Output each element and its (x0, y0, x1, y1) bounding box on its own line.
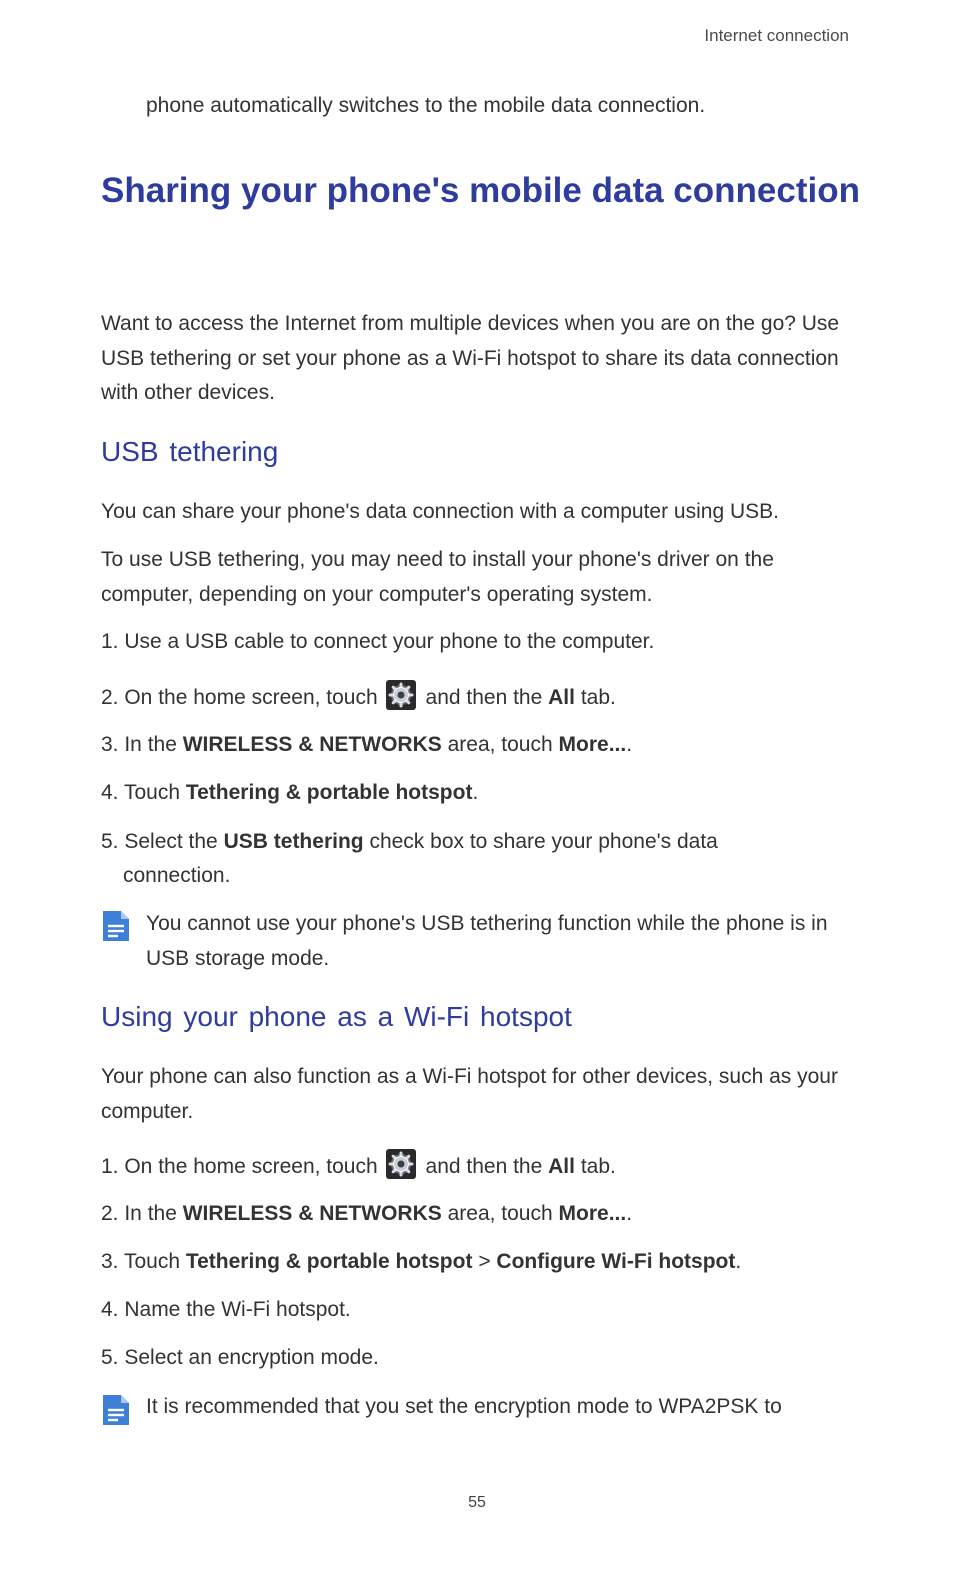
usb-step-5-text-c: connection. (123, 864, 231, 887)
running-header: Internet connection (704, 26, 849, 45)
hotspot-step-3-sep: > (478, 1250, 491, 1273)
usb-step-2-text-a: 2. On the home screen, touch (101, 686, 378, 709)
wifi-hotspot-heading: Using your phone as a Wi-Fi hotspot (101, 1001, 572, 1032)
hotspot-step-4: 4. Name the Wi-Fi hotspot. (101, 1298, 351, 1321)
usb-step-3 (101, 728, 861, 762)
usb-step-1: 1. Use a USB cable to connect your phone to the computer. (101, 630, 655, 653)
tethering-hotspot-label: Tethering & portable hotspot (185, 781, 473, 804)
continued-text: phone automatically switches to the mobile data connection. (146, 94, 706, 117)
section-title: Sharing your phone's mobile data connection (101, 171, 860, 210)
hotspot-step-3 (101, 1245, 861, 1279)
all-tab-label: All (548, 686, 575, 709)
intro-paragraph: Want to access the Internet from multiple devices when you are on the go? Use USB tethering or set your phone as a Wi-Fi hotspot to share its data connection with other devices. (101, 312, 840, 404)
usb-step-4-end: . (472, 781, 479, 804)
hotspot-step-1-text-c: tab. (580, 1155, 616, 1178)
usb-tethering-label: USB tethering (223, 830, 364, 853)
usb-step-3-text-a: 3. In the (101, 733, 177, 756)
usb-tethering-heading: USB tethering (101, 436, 279, 467)
usb-step-3-text-b: area, touch (447, 733, 553, 756)
note-icon (101, 1393, 131, 1427)
more-label: More... (558, 1202, 627, 1225)
all-tab-label: All (548, 1155, 575, 1178)
hotspot-step-2-text-b: area, touch (447, 1202, 553, 1225)
tethering-hotspot-label: Tethering & portable hotspot (185, 1250, 473, 1273)
usb-step-4-text-a: 4. Touch (101, 781, 181, 804)
usb-step-5 (101, 825, 861, 893)
usb-step-5-text-a: 5. Select the (101, 830, 218, 853)
usb-step-2-text-b: and then the (425, 686, 543, 709)
page-number: 55 (468, 1494, 486, 1511)
usb-paragraph-2: To use USB tethering, you may need to install your phone's driver on the computer, depending on your computer's operating system. (101, 548, 774, 606)
wireless-networks-label: WIRELESS & NETWORKS (182, 733, 442, 756)
settings-gear-icon (386, 1149, 416, 1179)
usb-step-5-text-b: check box to share your phone's data (369, 830, 718, 853)
usb-note: You cannot use your phone's USB tethering function while the phone is in USB storage mode. (146, 912, 828, 970)
hotspot-step-1-text-b: and then the (425, 1155, 543, 1178)
configure-wifi-hotspot-label: Configure Wi-Fi hotspot (496, 1250, 736, 1273)
usb-step-4 (101, 776, 861, 810)
usb-step-3-end: . (626, 733, 633, 756)
hotspot-paragraph: Your phone can also function as a Wi-Fi hotspot for other devices, such as your computer. (101, 1065, 838, 1123)
hotspot-note: It is recommended that you set the encryption mode to WPA2PSK to (146, 1395, 782, 1418)
usb-paragraph-1: You can share your phone's data connection with a computer using USB. (101, 500, 779, 523)
settings-gear-icon (386, 680, 416, 710)
hotspot-step-2 (101, 1197, 861, 1231)
hotspot-step-2-end: . (626, 1202, 633, 1225)
hotspot-step-1-text-a: 1. On the home screen, touch (101, 1155, 378, 1178)
hotspot-step-3-text-a: 3. Touch (101, 1250, 181, 1273)
hotspot-step-2-text-a: 2. In the (101, 1202, 177, 1225)
usb-step-2-text-c: tab. (580, 686, 616, 709)
hotspot-step-3-end: . (735, 1250, 742, 1273)
more-label: More... (558, 733, 627, 756)
note-icon (101, 909, 131, 943)
wireless-networks-label: WIRELESS & NETWORKS (182, 1202, 442, 1225)
hotspot-step-5: 5. Select an encryption mode. (101, 1346, 379, 1369)
usb-step-2 (101, 680, 861, 715)
hotspot-step-1 (101, 1149, 861, 1184)
